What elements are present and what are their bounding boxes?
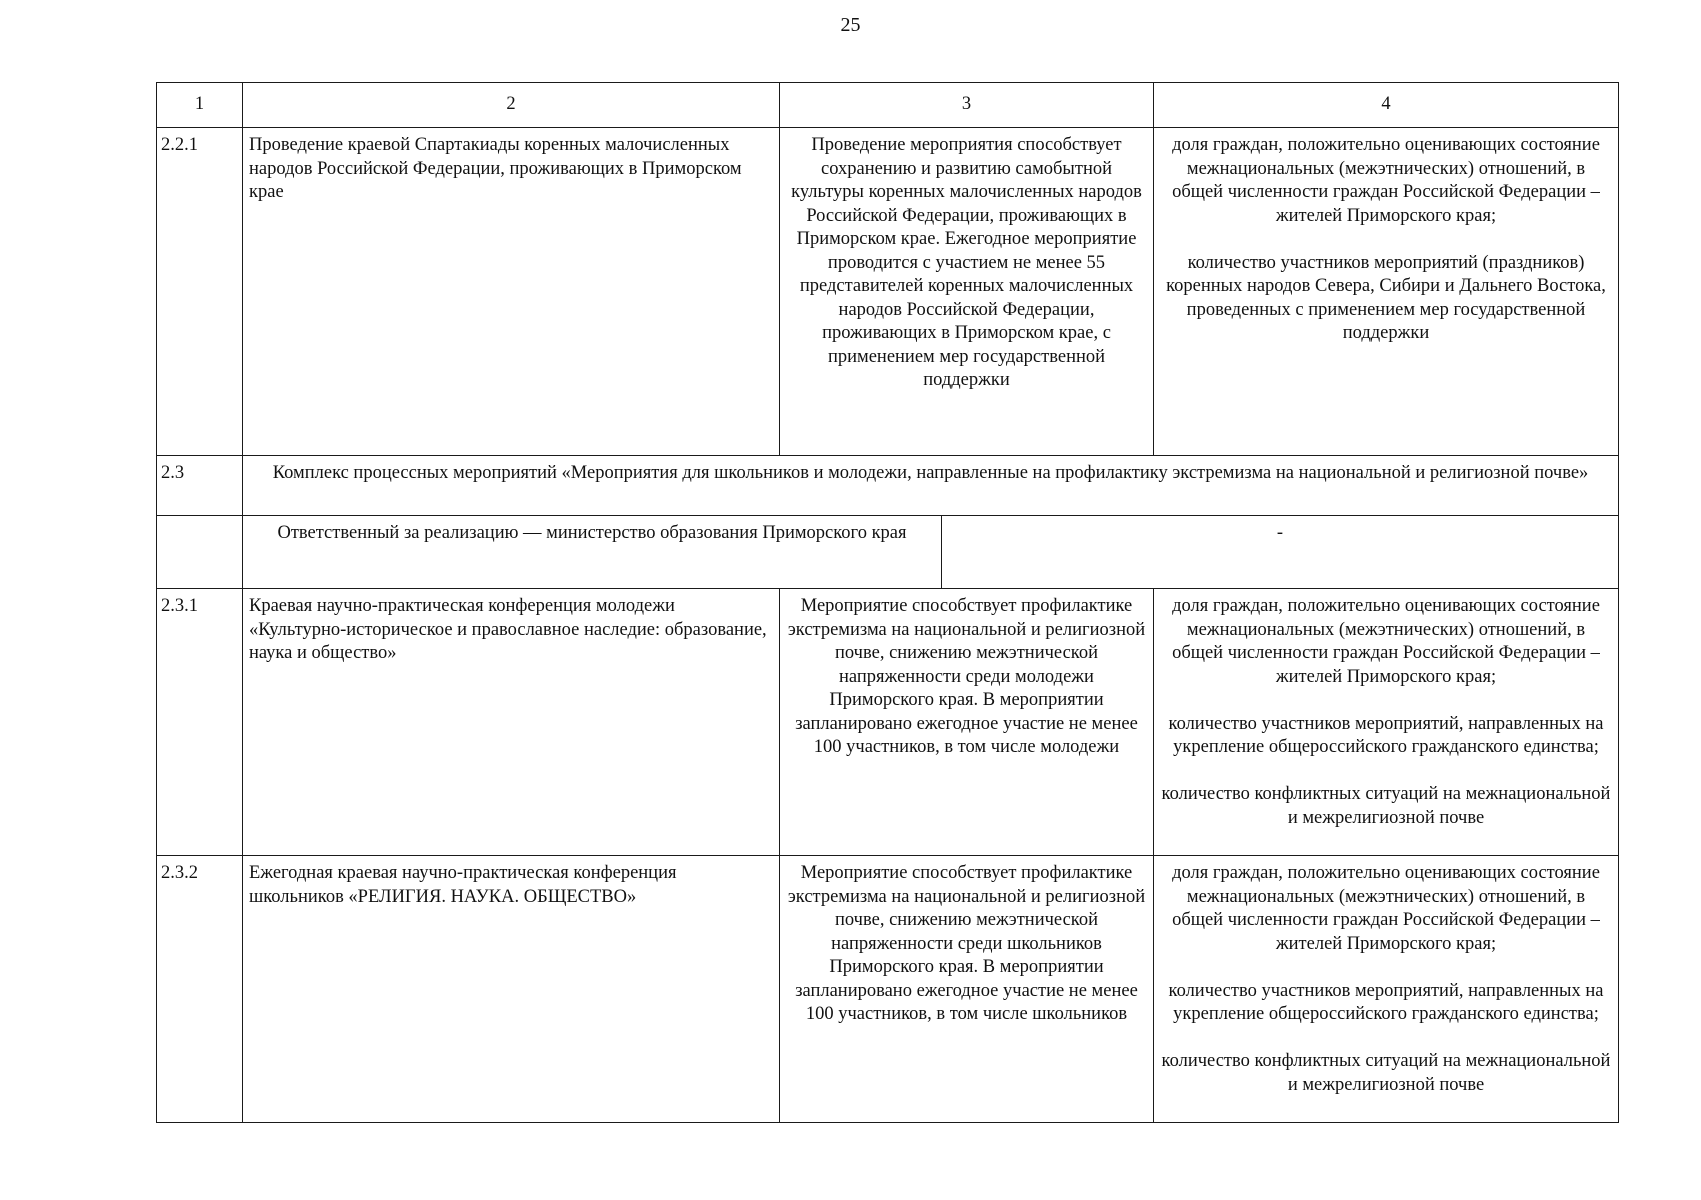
measure-indicators: [1154, 856, 1619, 1123]
responsible-value: -: [1276, 523, 1284, 543]
measure-description: Мероприятие способствует профилактике экстремизма на национальной и религиозной почве, снижению межэтнической напряженности среди молодежи Приморского края. В мероприятии запланировано ежегодное участие не менее 100 участников, в том числе молодежи: [780, 589, 1154, 856]
measure-name: Краевая научно-практическая конференция молодежи «Культурно-историческое и православное наследие: образование, наука и общество»: [243, 589, 780, 856]
table-row: [157, 856, 1619, 1123]
row-number: 2.3.1: [157, 589, 243, 856]
header-col-4: 4: [1154, 83, 1619, 128]
responsible-label: Ответственный за реализацию — министерство образования Приморского края: [243, 516, 942, 588]
measure-indicators: [1154, 128, 1619, 456]
measure-description: Мероприятие способствует профилактике экстремизма на национальной и религиозной почве, снижению межэтнической напряженности среди школьников Приморского края. В мероприятии запланировано ежегодное участие не менее 100 участников, в том числе школьников: [780, 856, 1154, 1123]
measures-table: [156, 82, 1619, 1123]
indicator: количество конфликтных ситуаций на межнациональной и межрелигиозной почве: [1161, 784, 1611, 828]
header-col-2: 2: [243, 83, 780, 128]
row-number: 2.2.1: [157, 128, 243, 456]
header-col-3: 3: [780, 83, 1154, 128]
row-number: 2.3.2: [157, 856, 243, 1123]
indicator: количество участников мероприятий (праздников) коренных народов Севера, Сибири и Дальнего Востока, проведенных с применением мер государственной поддержки: [1166, 252, 1606, 343]
indicator: доля граждан, положительно оценивающих состояние межнациональных (межэтнических) отношений, в общей численности граждан Российской Федерации – жителей Приморского края;: [1172, 863, 1600, 954]
responsible-number-empty: [157, 516, 243, 589]
complex-number: 2.3: [157, 456, 243, 516]
table-header-row: [157, 83, 1619, 128]
table-row: [157, 589, 1619, 856]
responsible-row: [157, 516, 1619, 589]
indicator: количество участников мероприятий, направленных на укрепление общероссийского гражданского единства;: [1168, 713, 1604, 757]
responsible-inner-table: [243, 516, 1618, 588]
indicator: количество конфликтных ситуаций на межнациональной и межрелигиозной почве: [1161, 1051, 1611, 1095]
complex-title: Комплекс процессных мероприятий «Мероприятия для школьников и молодежи, направленные на профилактику экстремизма на национальной и религиозной почве»: [243, 456, 1619, 516]
measure-indicators: [1154, 589, 1619, 856]
header-col-1: 1: [157, 83, 243, 128]
indicator: количество участников мероприятий, направленных на укрепление общероссийского гражданского единства;: [1168, 980, 1604, 1024]
indicator: доля граждан, положительно оценивающих состояние межнациональных (межэтнических) отношений, в общей численности граждан Российской Федерации – жителей Приморского края;: [1172, 596, 1600, 687]
measure-name: Проведение краевой Спартакиады коренных малочисленных народов Российской Федерации, проживающих в Приморском крае: [243, 128, 780, 456]
indicator: доля граждан, положительно оценивающих состояние межнациональных (межэтнических) отношений, в общей численности граждан Российской Федерации – жителей Приморского края;: [1172, 135, 1600, 226]
measure-description: Проведение мероприятия способствует сохранению и развитию самобытной культуры коренных малочисленных народов Российской Федерации, проживающих в Приморском крае. Ежегодное мероприятие проводится с участием не менее 55 представителей коренных малочисленных народов Российской Федерации, проживающих в Приморском крае, с применением мер государственной поддержки: [780, 128, 1154, 456]
table-row: [157, 128, 1619, 456]
responsible-cell: [243, 516, 1619, 589]
measure-name: Ежегодная краевая научно-практическая конференция школьников «РЕЛИГИЯ. НАУКА. ОБЩЕСТВО»: [243, 856, 780, 1123]
complex-row: [157, 456, 1619, 516]
page-number: 25: [840, 14, 861, 36]
